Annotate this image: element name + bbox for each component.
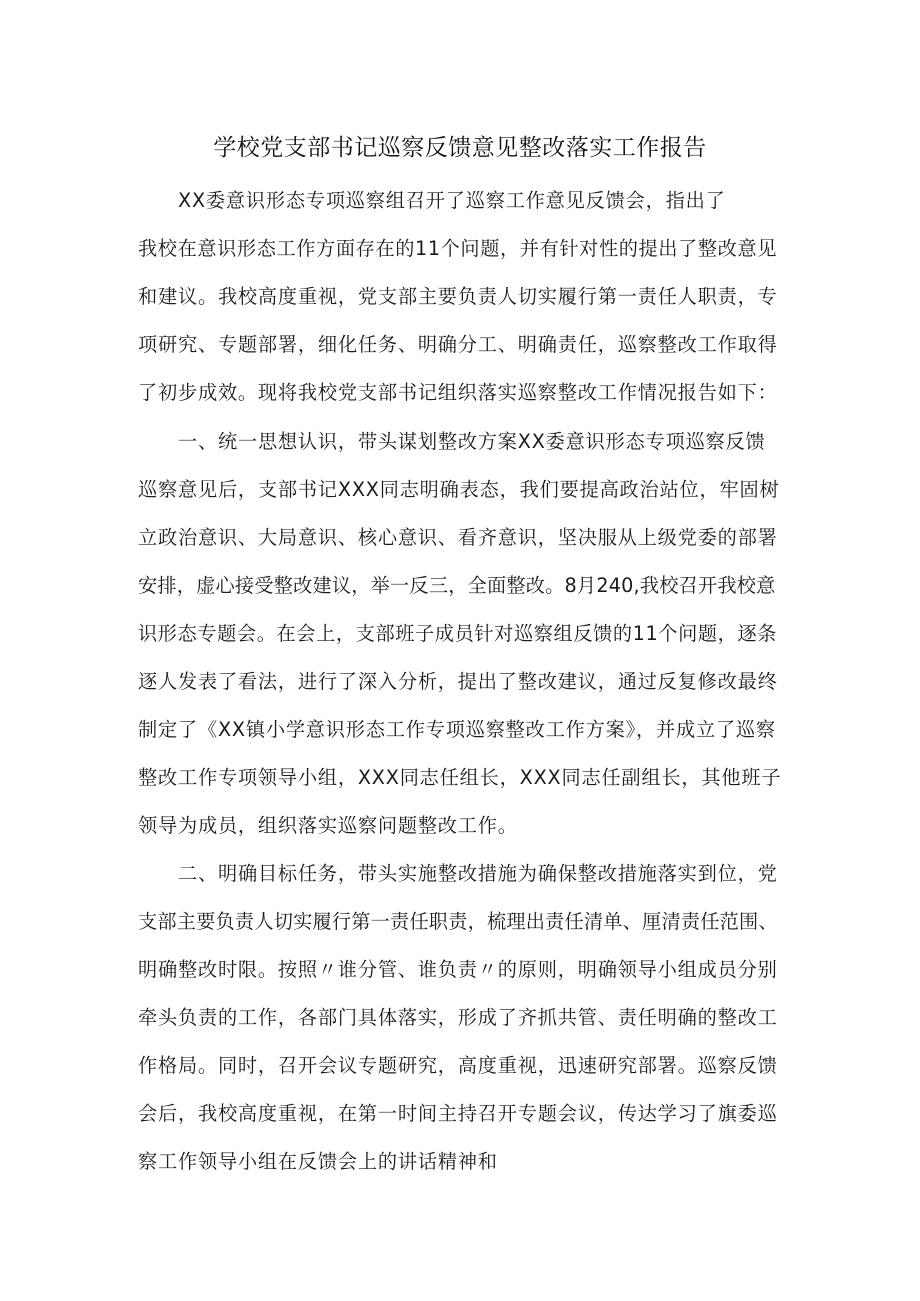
paragraph-line: 支部主要负责人切实履行第一责任职责，梳理出责任清单、厘清责任范围、 xyxy=(138,910,778,933)
paragraph-line: 安排，虚心接受整改建议，举一反三，全面整改。8月240,我校召开我校意 xyxy=(138,574,776,597)
paragraph-line: 立政治意识、大局意识、核心意识、看齐意识，坚决服从上级党委的部署 xyxy=(138,526,778,549)
paragraph-line: 了初步成效。现将我校党支部书记组织落实巡察整改工作情况报告如下： xyxy=(138,381,778,404)
paragraph-line: 牵头负责的工作，各部门具体落实，形成了齐抓共管、责任明确的整改工 xyxy=(138,1006,778,1029)
paragraph-line: 整改工作专项领导小组，XXX同志任组长，XXX同志任副组长，其他班子 xyxy=(138,766,782,789)
paragraph-line: 和建议。我校高度重视，党支部主要负责人切实履行第一责任人职责，专 xyxy=(138,285,778,308)
paragraph-line: 巡察意见后，支部书记XXX同志明确表态，我们要提高政治站位，牢固树 xyxy=(138,478,780,501)
paragraph-line: 我校在意识形态工作方面存在的11个问题，并有针对性的提出了整改意见 xyxy=(138,237,778,260)
paragraph-line: 逐人发表了看法，进行了深入分析，提出了整改建议，通过反复修改最终 xyxy=(138,670,778,693)
paragraph-line: 识形态专题会。在会上，支部班子成员针对巡察组反馈的11个问题，逐条 xyxy=(138,622,778,645)
paragraph-line: 察工作领导小组在反馈会上的讲话精神和 xyxy=(138,1150,498,1173)
document-title: 学校党支部书记巡察反馈意见整改落实工作报告 xyxy=(213,135,707,161)
paragraph-line: 制定了《XX镇小学意识形态工作专项巡察整改工作方案》，并成立了巡察 xyxy=(138,718,776,741)
section-heading-line: 二、明确目标任务，带头实施整改措施为确保整改措施落实到位，党 xyxy=(178,862,778,885)
paragraph-line: 作格局。同时，召开会议专题研究，高度重视，迅速研究部署。巡察反馈 xyxy=(138,1054,778,1077)
paragraph-line: 明确整改时限。按照〃谁分管、谁负责〃的原则，明确领导小组成员分别 xyxy=(138,958,778,981)
paragraph-line: XX委意识形态专项巡察组召开了巡察工作意见反馈会，指出了 xyxy=(178,189,726,212)
section-heading-line: 一、统一思想认识，带头谋划整改方案XX委意识形态专项巡察反馈 xyxy=(178,430,766,453)
paragraph-line: 项研究、专题部署，细化任务、明确分工、明确责任，巡察整改工作取得 xyxy=(138,333,778,356)
paragraph-line: 会后，我校高度重视，在第一时间主持召开专题会议，传达学习了旗委巡 xyxy=(138,1102,778,1125)
paragraph-line: 领导为成员，组织落实巡察问题整改工作。 xyxy=(138,814,518,837)
